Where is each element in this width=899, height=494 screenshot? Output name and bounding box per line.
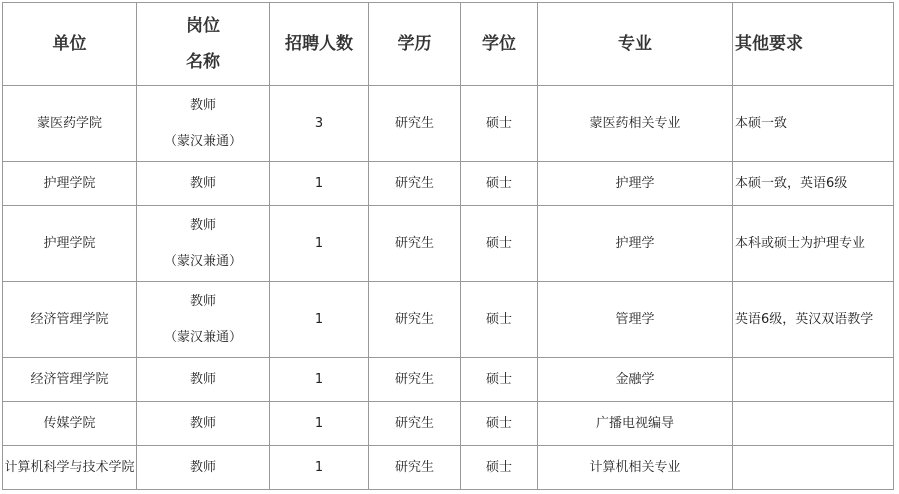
cell-education: 研究生: [369, 162, 461, 206]
header-row: [3, 3, 894, 86]
cell-post: [137, 162, 270, 206]
cell-degree: 硕士: [461, 446, 538, 490]
header-post-line1: 岗位: [186, 16, 220, 36]
cell-unit: 经济管理学院: [3, 358, 137, 402]
cell-degree: 硕士: [461, 86, 538, 162]
cell-degree: 硕士: [461, 206, 538, 282]
cell-count: 1: [270, 446, 369, 490]
cell-education: 研究生: [369, 446, 461, 490]
cell-other: 本科或硕士为护理专业: [733, 206, 894, 282]
recruitment-table: [2, 2, 894, 490]
cell-count: 3: [270, 86, 369, 162]
cell-education: 研究生: [369, 402, 461, 446]
cell-post: [137, 446, 270, 490]
cell-post: [137, 282, 270, 358]
cell-unit: 经济管理学院: [3, 282, 137, 358]
table-row: [3, 446, 894, 490]
table-row: [3, 402, 894, 446]
cell-count: 1: [270, 206, 369, 282]
cell-other: [733, 358, 894, 402]
header-post-line2: 名称: [186, 52, 220, 72]
cell-post-title: 教师: [189, 293, 216, 309]
cell-post-title: 教师: [189, 415, 216, 431]
header-post: [137, 3, 270, 86]
header-other: 其他要求: [733, 3, 894, 86]
cell-degree: 硕士: [461, 358, 538, 402]
cell-post-title: 教师: [189, 371, 216, 387]
cell-education: 研究生: [369, 206, 461, 282]
cell-major: 护理学: [538, 206, 733, 282]
table-row: [3, 282, 894, 358]
table-row: [3, 162, 894, 206]
cell-degree: 硕士: [461, 402, 538, 446]
cell-count: 1: [270, 162, 369, 206]
cell-count: 1: [270, 358, 369, 402]
cell-other: 英语6级，英汉双语教学: [733, 282, 894, 358]
header-degree: 学位: [461, 3, 538, 86]
cell-post-sub: （蒙汉兼通）: [163, 253, 242, 269]
cell-major: 管理学: [538, 282, 733, 358]
cell-major: 计算机相关专业: [538, 446, 733, 490]
header-education: 学历: [369, 3, 461, 86]
cell-major: 护理学: [538, 162, 733, 206]
cell-education: 研究生: [369, 282, 461, 358]
cell-post-title: 教师: [189, 97, 216, 113]
cell-post-title: 教师: [189, 217, 216, 233]
cell-post: [137, 86, 270, 162]
cell-unit: 计算机科学与技术学院: [3, 446, 137, 490]
cell-post: [137, 358, 270, 402]
cell-major: 金融学: [538, 358, 733, 402]
recruitment-table-container: [2, 2, 894, 490]
cell-post: [137, 206, 270, 282]
cell-other: [733, 446, 894, 490]
cell-unit: 护理学院: [3, 206, 137, 282]
cell-other: 本硕一致: [733, 86, 894, 162]
header-major: 专业: [538, 3, 733, 86]
cell-degree: 硕士: [461, 162, 538, 206]
cell-unit: 蒙医药学院: [3, 86, 137, 162]
cell-post-sub: （蒙汉兼通）: [163, 133, 242, 149]
cell-post: [137, 402, 270, 446]
cell-count: 1: [270, 402, 369, 446]
header-unit: 单位: [3, 3, 137, 86]
table-row: [3, 86, 894, 162]
cell-unit: 护理学院: [3, 162, 137, 206]
table-row: [3, 206, 894, 282]
cell-education: 研究生: [369, 86, 461, 162]
cell-unit: 传媒学院: [3, 402, 137, 446]
cell-post-title: 教师: [189, 175, 216, 191]
cell-post-sub: （蒙汉兼通）: [163, 329, 242, 345]
cell-major: 广播电视编导: [538, 402, 733, 446]
cell-post-title: 教师: [189, 459, 216, 475]
cell-other: [733, 402, 894, 446]
cell-count: 1: [270, 282, 369, 358]
header-count: 招聘人数: [270, 3, 369, 86]
cell-major: 蒙医药相关专业: [538, 86, 733, 162]
cell-degree: 硕士: [461, 282, 538, 358]
cell-other: 本硕一致，英语6级: [733, 162, 894, 206]
table-row: [3, 358, 894, 402]
cell-education: 研究生: [369, 358, 461, 402]
